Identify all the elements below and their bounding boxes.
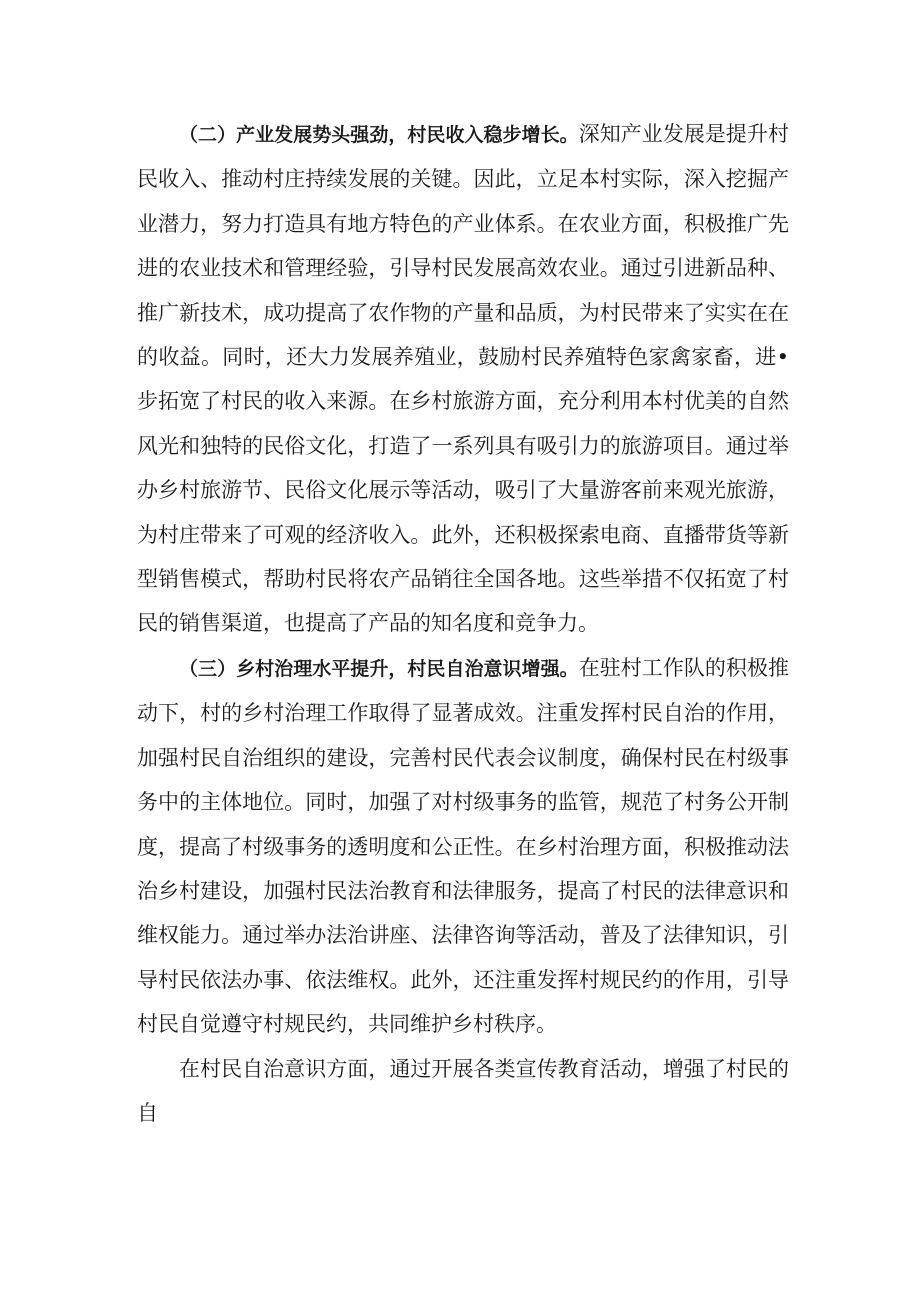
paragraph-text-industry: 深知产业发展是提升村民收入、推动村庄持续发展的关键。因此，立足本村实际，深入挖掘产业潜力，努力打造具有地方特色的产业体系。在农业方面，积极推广先进的农业技术和管理经验，引导村民发展高效农业。通过引进新品种、推广新技术，成功提高了农作物的产量和品质，为村民带来了实实在在的收益。同时，还大力发展养殖业，鼓励村民养殖特色家禽家畜，进•步拓宽了村民的收入来源。在乡村旅游方面，充分利用本村优美的自然风光和独特的民俗文化，打造了一系列具有吸引力的旅游项目。通过举办乡村旅游节、民俗文化展示等活动，吸引了大量游客前来观光旅游，为村庄带来了可观的经济收入。此外，还积极探索电商、直播带货等新型销售模式，帮助村民将农产品销往全国各地。这些举措不仅拓宽了村民的销售渠道，也提高了产品的知名度和竞争力。 — [137, 122, 789, 636]
paragraph-text-self-governance: 在村民自治意识方面，通过开展各类宣传教育活动，增强了村民的自 — [137, 1056, 789, 1125]
paragraph-industry-development — [137, 112, 789, 646]
document-body — [137, 112, 789, 1135]
paragraph-rural-governance — [137, 646, 789, 1047]
paragraph-self-governance-awareness — [137, 1047, 789, 1136]
section-heading-industry: （二）产业发展势头强劲，村民收入稳步增长。 — [179, 124, 579, 146]
section-heading-governance: （三）乡村治理水平提升，村民自治意识增强。 — [179, 657, 579, 680]
paragraph-text-governance: 在驻村工作队的积极推动下，村的乡村治理工作取得了显著成效。注重发挥村民自治的作用，加强村民自治组织的建设，完善村民代表会议制度，确保村民在村级事务中的主体地位。同时，加强了对村级事务的监管，规范了村务公开制度，提高了村级事务的透明度和公正性。在乡村治理方面，积极推动法治乡村建设，加强村民法治教育和法律服务，提高了村民的法律意识和维权能力。通过举办法治讲座、法律咨询等活动，普及了法律知识，引导村民依法办事、依法维权。此外，还注重发挥村规民约的作用，引导村民自觉遵守村规民约，共同维护乡村秩序。 — [137, 655, 789, 1037]
